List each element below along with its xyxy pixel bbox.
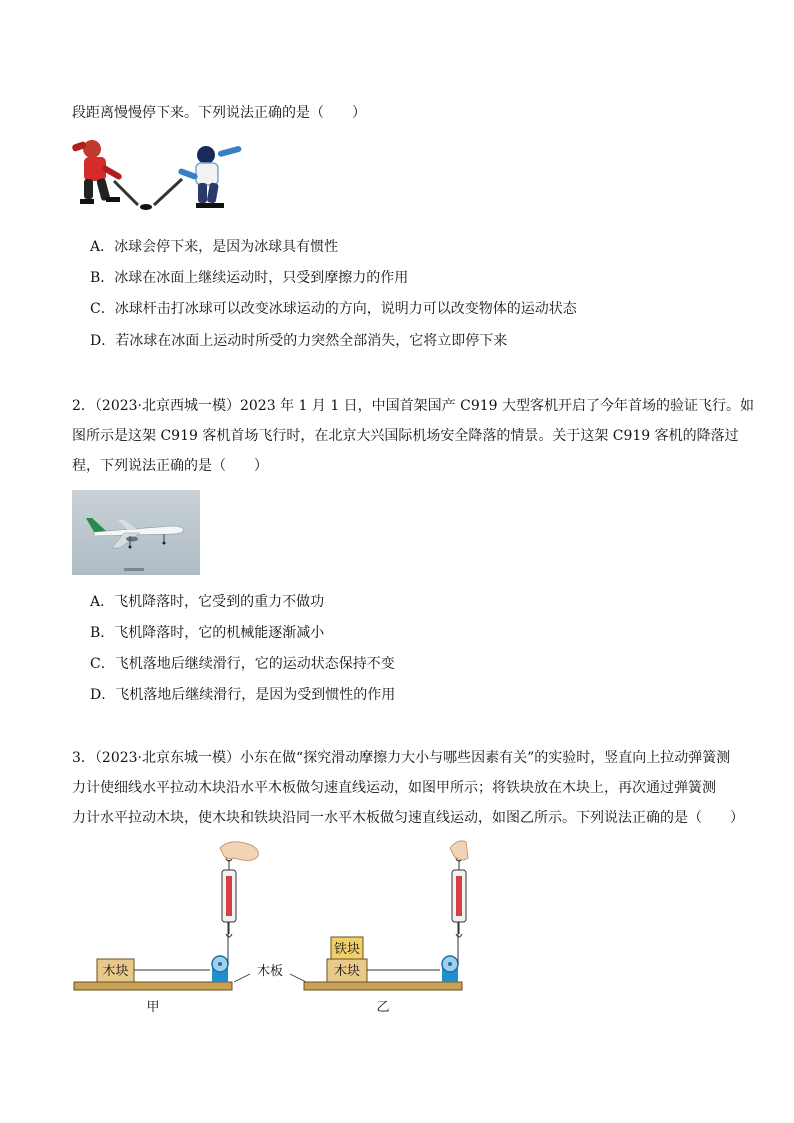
- friction-experiment-figure: [70, 840, 470, 1020]
- q2-option-a: A．飞机降落时，它受到的重力不做功: [90, 594, 325, 610]
- hand-icon-a: [220, 842, 258, 861]
- q2-stem-line: 图所示是这架 C919 客机首场飞行时，在北京大兴国际机场安全降落的情景。关于这架 C919 客机的降落过: [72, 428, 739, 444]
- hand-icon-b: [450, 841, 468, 860]
- wood-block-b-label: 木块: [333, 964, 361, 979]
- q3-stem-line: 力计水平拉动木块，使木块和铁块沿同一水平木板做匀速直线运动，如图乙所示。下列说法正确的是（ ）: [72, 810, 744, 826]
- q2-stem-line: 程，下列说法正确的是（ ）: [72, 458, 268, 474]
- q2-option-b: B．飞机降落时，它的机械能逐渐减小: [90, 625, 325, 641]
- hockey-players-image: [70, 135, 250, 215]
- wood-board-b: [304, 982, 462, 990]
- q1-option-a: A．冰球会停下来，是因为冰球具有惯性: [90, 239, 339, 255]
- q3-stem: [72, 748, 744, 838]
- caption-b: 乙: [376, 1000, 390, 1015]
- q1-option-c: C．冰球杆击打冰球可以改变冰球运动的方向，说明力可以改变物体的运动状态: [90, 301, 577, 317]
- wood-block-a-label: 木块: [102, 964, 129, 979]
- wood-board-a: [74, 982, 232, 990]
- red-hockey-player: [71, 140, 138, 205]
- q2-stem: [72, 396, 755, 486]
- c919-plane-photo: [72, 490, 200, 575]
- q2-option-c: C．飞机落地后继续滑行，它的运动状态保持不变: [90, 656, 395, 672]
- q2-stem-line: 2．（2023·北京西城一模）2023 年 1 月 1 日，中国首架国产 C919 大型客机开启了今年首场的验证飞行。如: [72, 398, 755, 414]
- q3-stem-line: 力计使细线水平拉动木块沿水平木板做匀速直线运动，如图甲所示；将铁块放在木块上，再次通过弹簧测: [72, 780, 716, 796]
- q3-stem-line: 3．（2023·北京东城一模）小东在做“探究滑动摩擦力大小与哪些因素有关”的实验时，竖直向上拉动弹簧测: [72, 750, 731, 766]
- q1-option-b: B．冰球在冰面上继续运动时，只受到摩擦力的作用: [90, 270, 409, 286]
- iron-block-b-label: 铁块: [333, 942, 361, 957]
- setup-a: [74, 842, 258, 1015]
- board-label: 木板: [256, 964, 284, 979]
- white-hockey-player: [154, 145, 242, 208]
- setup-b: [304, 841, 468, 1015]
- q1-stem-tail: 段距离慢慢停下来。下列说法正确的是（ ）: [72, 105, 366, 121]
- q2-option-d: D．飞机落地后继续滑行，是因为受到惯性的作用: [90, 687, 396, 703]
- caption-a: 甲: [146, 1000, 160, 1015]
- q1-option-d: D．若冰球在冰面上运动时所受的力突然全部消失，它将立即停下来: [90, 333, 508, 349]
